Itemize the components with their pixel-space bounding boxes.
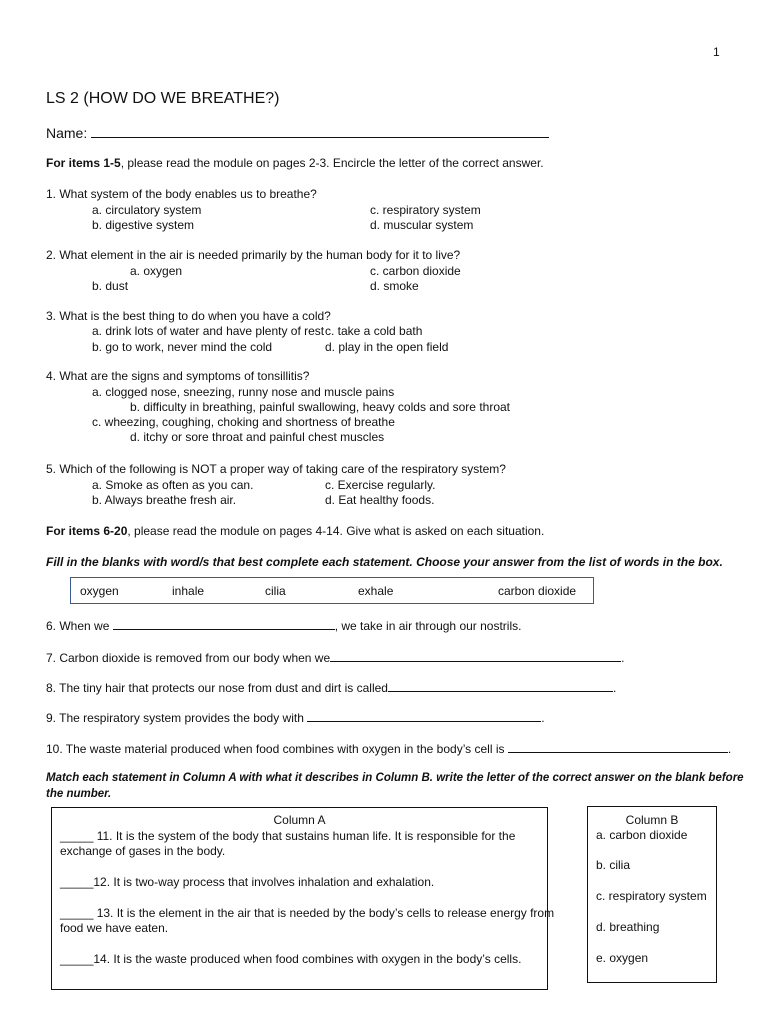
q7-text: 7. Carbon dioxide is removed from our body when we bbox=[46, 651, 331, 665]
q13-line-2: food we have eaten. bbox=[60, 921, 169, 935]
question-7 bbox=[46, 649, 625, 666]
word-cilia: cilia bbox=[265, 584, 286, 598]
q5-option-c[interactable]: c. Exercise regularly. bbox=[325, 478, 436, 492]
q1-option-b[interactable]: b. digestive system bbox=[92, 218, 195, 232]
fill-instructions: Fill in the blanks with word/s that best complete each statement. Choose your answer from the list of words in the box. bbox=[46, 555, 723, 569]
q11-text: 11. It is the system of the body that sustains human life. It is responsible for the bbox=[93, 829, 516, 843]
q13-line bbox=[60, 906, 554, 921]
q12-blank[interactable]: _____ bbox=[60, 875, 94, 889]
column-b-item-c: c. respiratory system bbox=[596, 889, 707, 903]
q11-line bbox=[60, 829, 515, 844]
q13-blank[interactable]: _____ bbox=[60, 906, 94, 920]
q9-text-end: . bbox=[541, 711, 545, 725]
word-box bbox=[70, 577, 594, 604]
q11-blank[interactable]: _____ bbox=[60, 829, 94, 843]
column-b-item-b: b. cilia bbox=[596, 858, 631, 872]
q6-text-end: , we take in air through our nostrils. bbox=[334, 619, 522, 633]
page-number: 1 bbox=[713, 45, 720, 59]
word-oxygen: oxygen bbox=[80, 584, 119, 598]
column-b bbox=[587, 806, 717, 983]
instructions-1-5 bbox=[46, 156, 544, 171]
q6-text: 6. When we bbox=[46, 619, 113, 633]
question-5: 5. Which of the following is NOT a proper way of taking care of the respiratory system? bbox=[46, 462, 506, 476]
word-exhale: exhale bbox=[358, 584, 394, 598]
column-a-title: Column A bbox=[273, 813, 326, 827]
question-8 bbox=[46, 679, 616, 696]
q3-option-b[interactable]: b. go to work, never mind the cold bbox=[92, 340, 273, 354]
q2-option-a[interactable]: a. oxygen bbox=[130, 264, 183, 278]
column-b-item-d: d. breathing bbox=[596, 920, 660, 934]
q9-text: 9. The respiratory system provides the body with bbox=[46, 711, 308, 725]
q3-option-c[interactable]: c. take a cold bath bbox=[325, 324, 423, 338]
instructions-text: , please read the module on pages 2-3. Encircle the letter of the correct answer. bbox=[120, 156, 544, 170]
q4-option-d[interactable]: d. itchy or sore throat and painful chest muscles bbox=[130, 430, 385, 444]
question-4: 4. What are the signs and symptoms of tonsillitis? bbox=[46, 369, 310, 383]
question-6 bbox=[46, 617, 521, 634]
q12-line bbox=[60, 875, 434, 890]
q14-text: 14. It is the waste produced when food combines with oxygen in the body’s cells. bbox=[93, 952, 522, 966]
word-inhale: inhale bbox=[172, 584, 205, 598]
question-3: 3. What is the best thing to do when you have a cold? bbox=[46, 309, 331, 323]
name-field[interactable] bbox=[91, 123, 549, 138]
match-instructions-line-2: the number. bbox=[46, 788, 112, 800]
instructions-bold: For items 1-5 bbox=[46, 156, 121, 170]
q14-line bbox=[60, 952, 521, 967]
q3-option-a[interactable]: a. drink lots of water and have plenty of rest bbox=[92, 324, 325, 338]
q14-blank[interactable]: _____ bbox=[60, 952, 94, 966]
q8-text-end: . bbox=[612, 681, 617, 695]
q7-text-end: . bbox=[621, 651, 625, 665]
q10-text: 10. The waste material produced when food combines with oxygen in the body’s cell is bbox=[46, 742, 508, 756]
q13-text: 13. It is the element in the air that is needed by the body’s cells to release energy from bbox=[93, 906, 555, 920]
q6-blank[interactable] bbox=[113, 617, 335, 630]
q1-option-a[interactable]: a. circulatory system bbox=[92, 203, 202, 217]
q7-blank[interactable] bbox=[330, 649, 621, 662]
q2-option-b[interactable]: b. dust bbox=[92, 279, 129, 293]
q4-option-b[interactable]: b. difficulty in breathing, painful swallowing, heavy colds and sore throat bbox=[130, 400, 510, 414]
q2-option-d[interactable]: d. smoke bbox=[370, 279, 419, 293]
match-instructions-line-1: Match each statement in Column A with what it describes in Column B. write the letter of the correct answer on the blank before bbox=[46, 772, 744, 784]
q10-blank[interactable] bbox=[508, 740, 728, 753]
instructions-bold: For items 6-20 bbox=[46, 524, 128, 538]
instructions-text: , please read the module on pages 4-14. Give what is asked on each situation. bbox=[127, 524, 545, 538]
q8-blank[interactable] bbox=[388, 679, 613, 692]
question-10 bbox=[46, 740, 731, 757]
q8-text: 8. The tiny hair that protects our nose from dust and dirt is called bbox=[46, 681, 388, 695]
name-line bbox=[46, 123, 549, 142]
q5-option-d[interactable]: d. Eat healthy foods. bbox=[325, 493, 435, 507]
column-b-item-a: a. carbon dioxide bbox=[596, 828, 688, 842]
question-9 bbox=[46, 709, 545, 726]
word-carbon-dioxide: carbon dioxide bbox=[498, 584, 577, 598]
q9-blank[interactable] bbox=[307, 709, 541, 722]
name-label: Name: bbox=[46, 125, 88, 141]
page-title: LS 2 (HOW DO WE BREATHE?) bbox=[46, 90, 280, 107]
q11-line-2: exchange of gases in the body. bbox=[60, 844, 226, 858]
question-2: 2. What element in the air is needed primarily by the human body for it to live? bbox=[46, 248, 461, 262]
q3-option-d[interactable]: d. play in the open field bbox=[325, 340, 449, 354]
question-1: 1. What system of the body enables us to breathe? bbox=[46, 187, 317, 201]
q10-text-end: . bbox=[727, 742, 732, 756]
q5-option-a[interactable]: a. Smoke as often as you can. bbox=[92, 478, 254, 492]
q4-option-a[interactable]: a. clogged nose, sneezing, runny nose and muscle pains bbox=[92, 385, 395, 399]
q4-option-c[interactable]: c. wheezing, coughing, choking and shortness of breathe bbox=[92, 415, 395, 429]
q1-option-c[interactable]: c. respiratory system bbox=[370, 203, 481, 217]
column-a bbox=[51, 807, 555, 990]
q1-option-d[interactable]: d. muscular system bbox=[370, 218, 474, 232]
column-b-title: Column B bbox=[625, 813, 679, 827]
q2-option-c[interactable]: c. carbon dioxide bbox=[370, 264, 461, 278]
column-b-item-e: e. oxygen bbox=[596, 951, 649, 965]
q12-text: 12. It is two-way process that involves inhalation and exhalation. bbox=[93, 875, 435, 889]
instructions-6-20 bbox=[46, 524, 544, 539]
q5-option-b[interactable]: b. Always breathe fresh air. bbox=[92, 493, 237, 507]
